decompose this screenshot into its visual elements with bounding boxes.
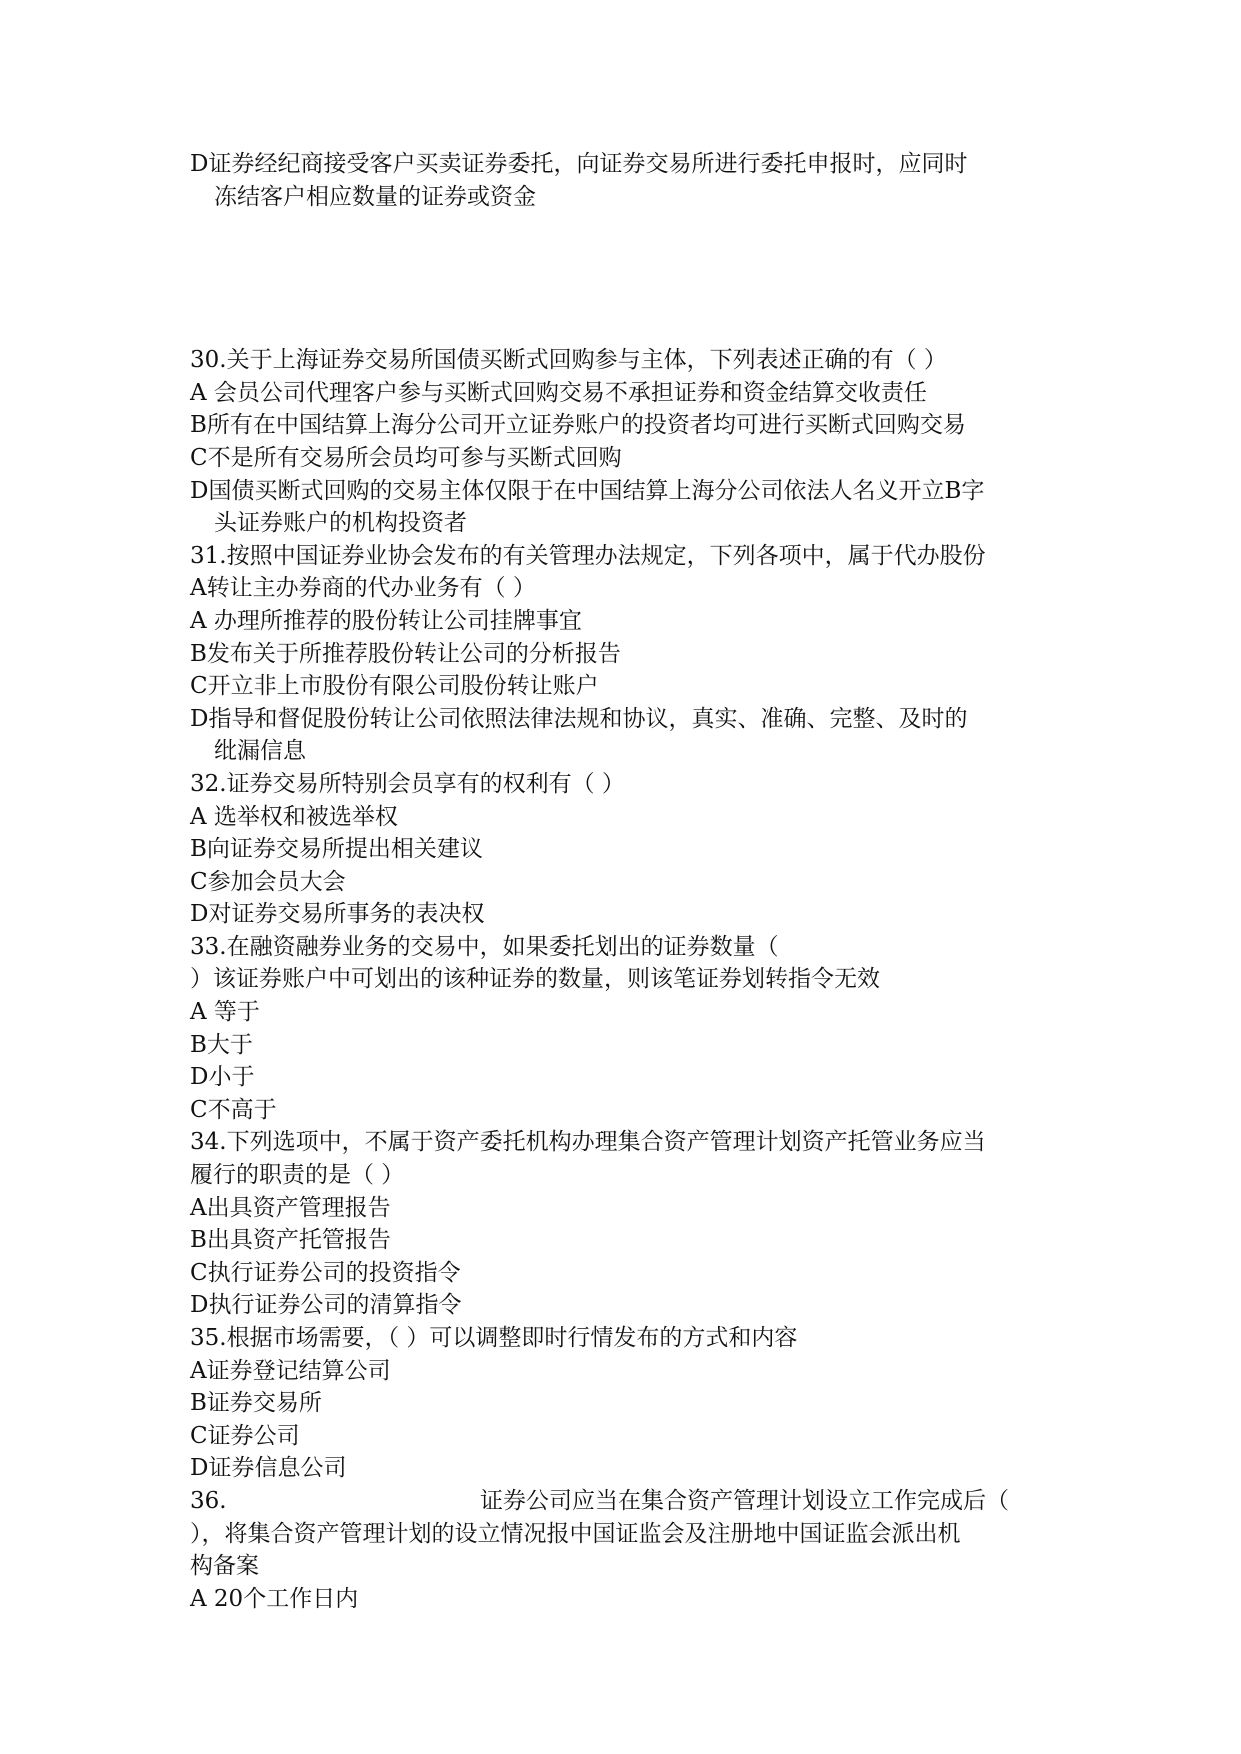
option-c: C执行证券公司的投资指令 xyxy=(190,1259,461,1286)
question-33 xyxy=(190,931,1070,1127)
option-a: A 等于 xyxy=(190,999,260,1026)
question-stem-text: 证券公司应当在集合资产管理计划设立工作完成后（ xyxy=(480,1487,1009,1514)
option-d: D对证券交易所事务的表决权 xyxy=(190,901,485,928)
option-c: C参加会员大会 xyxy=(190,868,346,895)
question-36 xyxy=(190,1485,1070,1615)
q29-option-d-continued: 冻结客户相应数量的证券或资金 xyxy=(214,183,536,210)
option-c: C不高于 xyxy=(190,1096,277,1123)
question-32 xyxy=(190,768,1070,931)
option-b: B大于 xyxy=(190,1031,253,1058)
question-stem-continued: A转让主办券商的代办业务有（ ） xyxy=(190,575,536,602)
option-d: D指导和督促股份转让公司依照法律法规和协议，真实、准确、完整、及时的 xyxy=(190,705,968,732)
option-a: A 办理所推荐的股份转让公司挂牌事宜 xyxy=(190,607,582,634)
option-d-continued: 头证券账户的机构投资者 xyxy=(214,510,467,537)
question-stem-continued: 构备案 xyxy=(190,1553,259,1580)
option-d: D证券信息公司 xyxy=(190,1455,347,1482)
option-b: B证券交易所 xyxy=(190,1390,322,1417)
option-a: A 选举权和被选举权 xyxy=(190,803,398,830)
question-stem: 34.下列选项中，不属于资产委托机构办理集合资产管理计划资产托管业务应当 xyxy=(190,1129,986,1156)
question-35 xyxy=(190,1322,1070,1485)
question-stem-continued: ）该证券账户中可划出的该种证券的数量，则该笔证券划转指令无效 xyxy=(190,966,880,993)
option-a: A 会员公司代理客户参与买断式回购交易不承担证券和资金结算交收责任 xyxy=(190,379,927,406)
question-stem xyxy=(190,1485,1070,1518)
question-30 xyxy=(190,344,1070,540)
question-stem-continued: 履行的职责的是（ ） xyxy=(190,1162,405,1189)
option-b: B所有在中国结算上海分公司开立证券账户的投资者均可进行买断式回购交易 xyxy=(190,412,966,439)
question-stem: 31.按照中国证券业协会发布的有关管理办法规定，下列各项中，属于代办股份 xyxy=(190,542,986,569)
option-d: D国债买断式回购的交易主体仅限于在中国结算上海分公司依法人名义开立B字 xyxy=(190,477,985,504)
option-a: A 20个工作日内 xyxy=(190,1585,359,1612)
question-number: 36. xyxy=(190,1487,227,1514)
option-c: C证券公司 xyxy=(190,1422,300,1449)
question-stem: 33.在融资融券业务的交易中，如果委托划出的证券数量（ xyxy=(190,933,779,960)
blank-space xyxy=(190,213,1070,344)
option-c: C开立非上市股份有限公司股份转让账户 xyxy=(190,673,599,700)
document-page xyxy=(190,148,1070,1615)
q29-option-d: D证券经纪商接受客户买卖证券委托，向证券交易所进行委托申报时，应同时 xyxy=(190,151,968,177)
question-stem-continued: ），将集合资产管理计划的设立情况报中国证监会及注册地中国证监会派出机 xyxy=(190,1520,961,1547)
question-stem: 35.根据市场需要，（ ）可以调整即时行情发布的方式和内容 xyxy=(190,1325,798,1351)
option-b: B出具资产托管报告 xyxy=(190,1227,391,1254)
question-stem: 30.关于上海证券交易所国债买断式回购参与主体，下列表述正确的有（ ） xyxy=(190,347,947,374)
option-a: A出具资产管理报告 xyxy=(190,1194,391,1221)
option-d-continued: 纰漏信息 xyxy=(214,738,306,765)
option-a: A证券登记结算公司 xyxy=(190,1357,391,1384)
question-34 xyxy=(190,1126,1070,1322)
option-b: B向证券交易所提出相关建议 xyxy=(190,836,483,863)
question-31 xyxy=(190,540,1070,768)
option-c: C不是所有交易所会员均可参与买断式回购 xyxy=(190,444,622,471)
question-stem: 32.证券交易所特别会员享有的权利有（ ） xyxy=(190,770,625,797)
option-d: D执行证券公司的清算指令 xyxy=(190,1292,462,1319)
option-d: D小于 xyxy=(190,1064,255,1091)
option-b: B发布关于所推荐股份转让公司的分析报告 xyxy=(190,640,621,667)
